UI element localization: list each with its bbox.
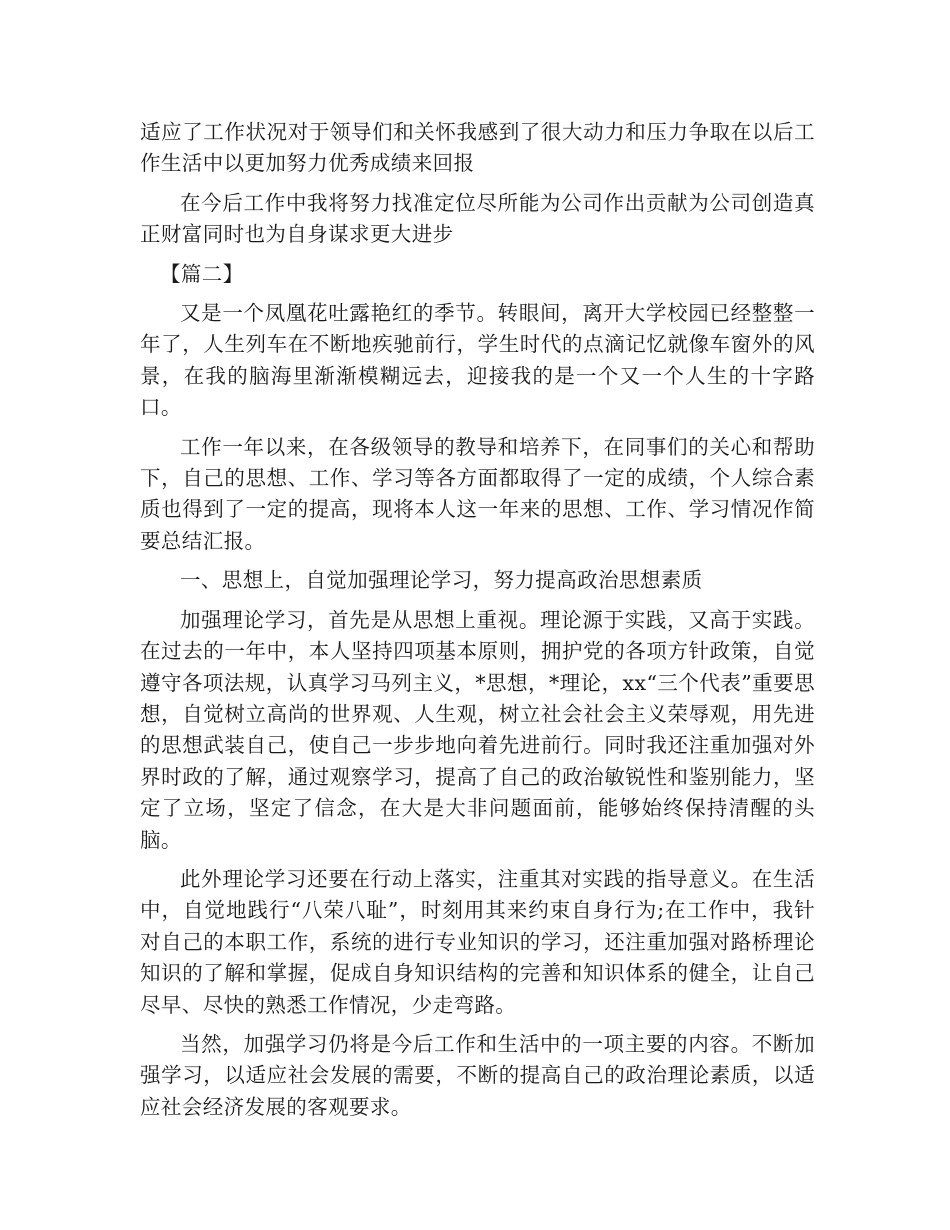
paragraph: 此外理论学习还要在行动上落实，注重其对实践的指导意义。在生活中，自觉地践行“八荣八耻”，时刻用其来约束自身行为;在工作中，我针对自己的本职工作，系统的进行专业知识的学习，还注重加强对路桥理论知识的了解和掌握，促成自身知识结构的完善和知识体系的健全，让自己尽早、尽快的熟悉工作情况，少走弯路。	[140, 866, 815, 1017]
paragraph: 加强理论学习，首先是从思想上重视。理论源于实践，又高于实践。在过去的一年中，本人坚持四项基本原则，拥护党的各项方针政策，自觉遵守各项法规，认真学习马列主义，*思想，*理论，xx“三个代表”重要思想，自觉树立高尚的世界观、人生观，树立社会社会主义荣辱观，用先进的思想武装自己，使自己一步步地向着先进前行。同时我还注重加强对外界时政的了解，通过观察学习，提高了自己的政治敏锐性和鉴别能力，坚定了立场，坚定了信念，在大是大非问题面前，能够始终保持清醒的头脑。	[140, 607, 815, 852]
document-body	[140, 117, 815, 1131]
paragraph: 又是一个凤凰花吐露艳红的季节。转眼间，离开大学校园已经整整一年了，人生列车在不断地疾驰前行，学生时代的点滴记忆就像车窗外的风景，在我的脑海里渐渐模糊远去，迎接我的是一个又一个人生的十字路口。	[140, 301, 815, 420]
paragraph: 当然，加强学习仍将是今后工作和生活中的一项主要的内容。不断加强学习，以适应社会发展的需要，不断的提高自己的政治理论素质，以适应社会经济发展的客观要求。	[140, 1031, 815, 1119]
paragraph: 工作一年以来，在各级领导的教导和培养下，在同事们的关心和帮助下，自己的思想、工作、学习等各方面都取得了一定的成绩，个人综合素质也得到了一定的提高，现将本人这一年来的思想、工作、学习情况作简要总结汇报。	[140, 434, 815, 553]
paragraph: 在今后工作中我将努力找准定位尽所能为公司作出贡献为公司创造真正财富同时也为自身谋求更大进步	[140, 190, 815, 247]
subsection-heading: 一、思想上，自觉加强理论学习，努力提高政治思想素质	[180, 568, 703, 593]
section-heading: 【篇二】	[160, 261, 244, 286]
paragraph-continuation: 适应了工作状况对于领导们和关怀我感到了很大动力和压力争取在以后工作生活中以更加努力优秀成绩来回报	[140, 120, 815, 176]
